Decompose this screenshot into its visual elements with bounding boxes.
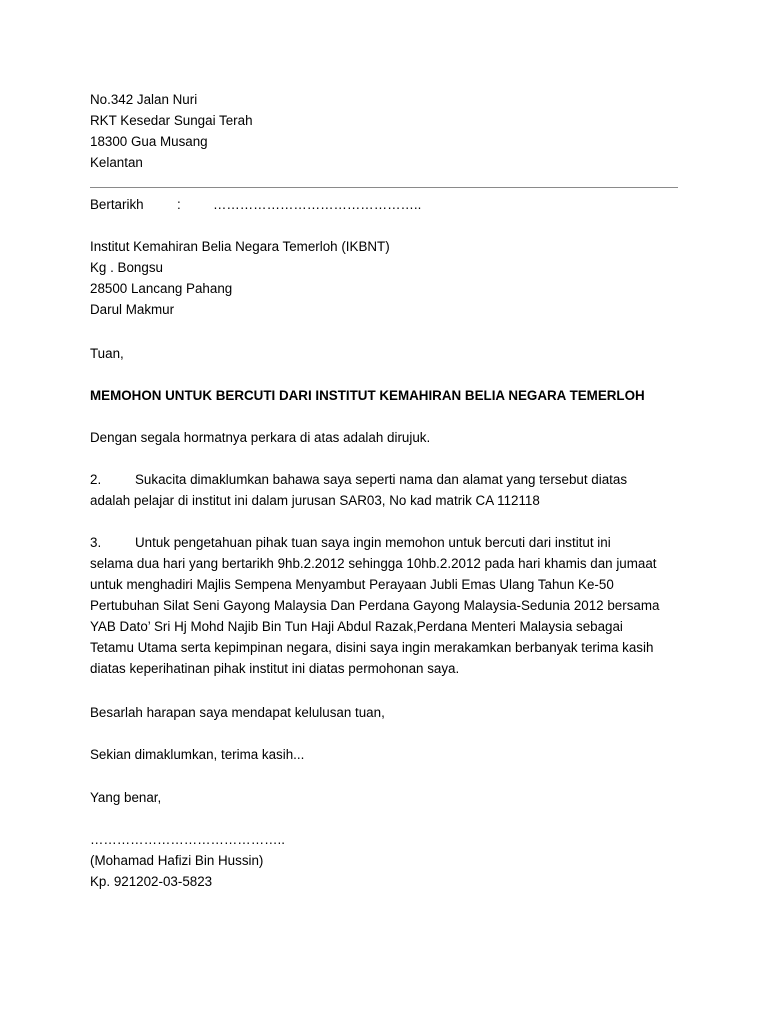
recipient-line-1: Institut Kemahiran Belia Negara Temerloh (IKBNT): [90, 239, 390, 254]
paragraph-3-line-2: selama dua hari yang bertarikh 9hb.2.2012 sehingga 10hb.2.2012 pada hari khamis dan jumaat: [90, 556, 657, 571]
signatory-name: (Mohamad Hafizi Bin Hussin): [90, 853, 264, 868]
paragraph-2-line-2: adalah pelajar di institut ini dalam jurusan SAR03, No kad matrik CA 112118: [90, 493, 540, 508]
sign-off: Yang benar,: [90, 790, 162, 805]
header-divider: [90, 187, 678, 188]
paragraph-3-line-1: [90, 535, 611, 551]
sender-address-line-3: 18300 Gua Musang: [90, 134, 208, 149]
date-value: ………………………………………..: [213, 197, 422, 212]
date-row: [90, 197, 490, 213]
date-label: Bertarikh: [90, 197, 144, 212]
hope-paragraph: Besarlah harapan saya mendapat kelulusan tuan,: [90, 705, 385, 720]
paragraph-2-line-1: [90, 472, 627, 488]
paragraph-3-line-6: Tetamu Utama serta kepimpinan negara, disini saya ingin merakamkan berbanyak terima kasih: [90, 640, 654, 655]
closing-paragraph: Sekian dimaklumkan, terima kasih...: [90, 747, 305, 762]
date-colon: :: [177, 197, 181, 212]
paragraph-3-line-7: diatas keperihatinan pihak institut ini diatas permohonan saya.: [90, 661, 460, 676]
opening-paragraph: Dengan segala hormatnya perkara di atas adalah dirujuk.: [90, 430, 431, 445]
paragraph-2-text-1: Sukacita dimaklumkan bahawa saya seperti nama dan alamat yang tersebut diatas: [135, 472, 628, 487]
paragraph-3-number: 3.: [90, 535, 102, 550]
recipient-line-4: Darul Makmur: [90, 302, 175, 317]
sender-address-line-2: RKT Kesedar Sungai Terah: [90, 113, 253, 128]
paragraph-2-number: 2.: [90, 472, 102, 487]
paragraph-3-text-1: Untuk pengetahuan pihak tuan saya ingin memohon untuk bercuti dari institut ini: [135, 535, 611, 550]
recipient-line-3: 28500 Lancang Pahang: [90, 281, 233, 296]
paragraph-3-line-3: untuk menghadiri Majlis Sempena Menyambut Perayaan Jubli Emas Ulang Tahun Ke-50: [90, 577, 614, 592]
subject-heading: MEMOHON UNTUK BERCUTI DARI INSTITUT KEMAHIRAN BELIA NEGARA TEMERLOH: [90, 388, 645, 403]
paragraph-3-line-5: YAB Dato’ Sri Hj Mohd Najib Bin Tun Haji Abdul Razak,Perdana Menteri Malaysia sebagai: [90, 619, 623, 634]
salutation: Tuan,: [90, 346, 124, 361]
sender-address-line-1: No.342 Jalan Nuri: [90, 92, 198, 107]
signatory-ic-number: Kp. 921202-03-5823: [90, 874, 213, 889]
sender-address-line-4: Kelantan: [90, 155, 143, 170]
recipient-line-2: Kg . Bongsu: [90, 260, 163, 275]
paragraph-3-line-4: Pertubuhan Silat Seni Gayong Malaysia Dan Perdana Gayong Malaysia-Sedunia 2012 bersama: [90, 598, 660, 613]
signature-line: ……………………………………..: [90, 832, 285, 847]
